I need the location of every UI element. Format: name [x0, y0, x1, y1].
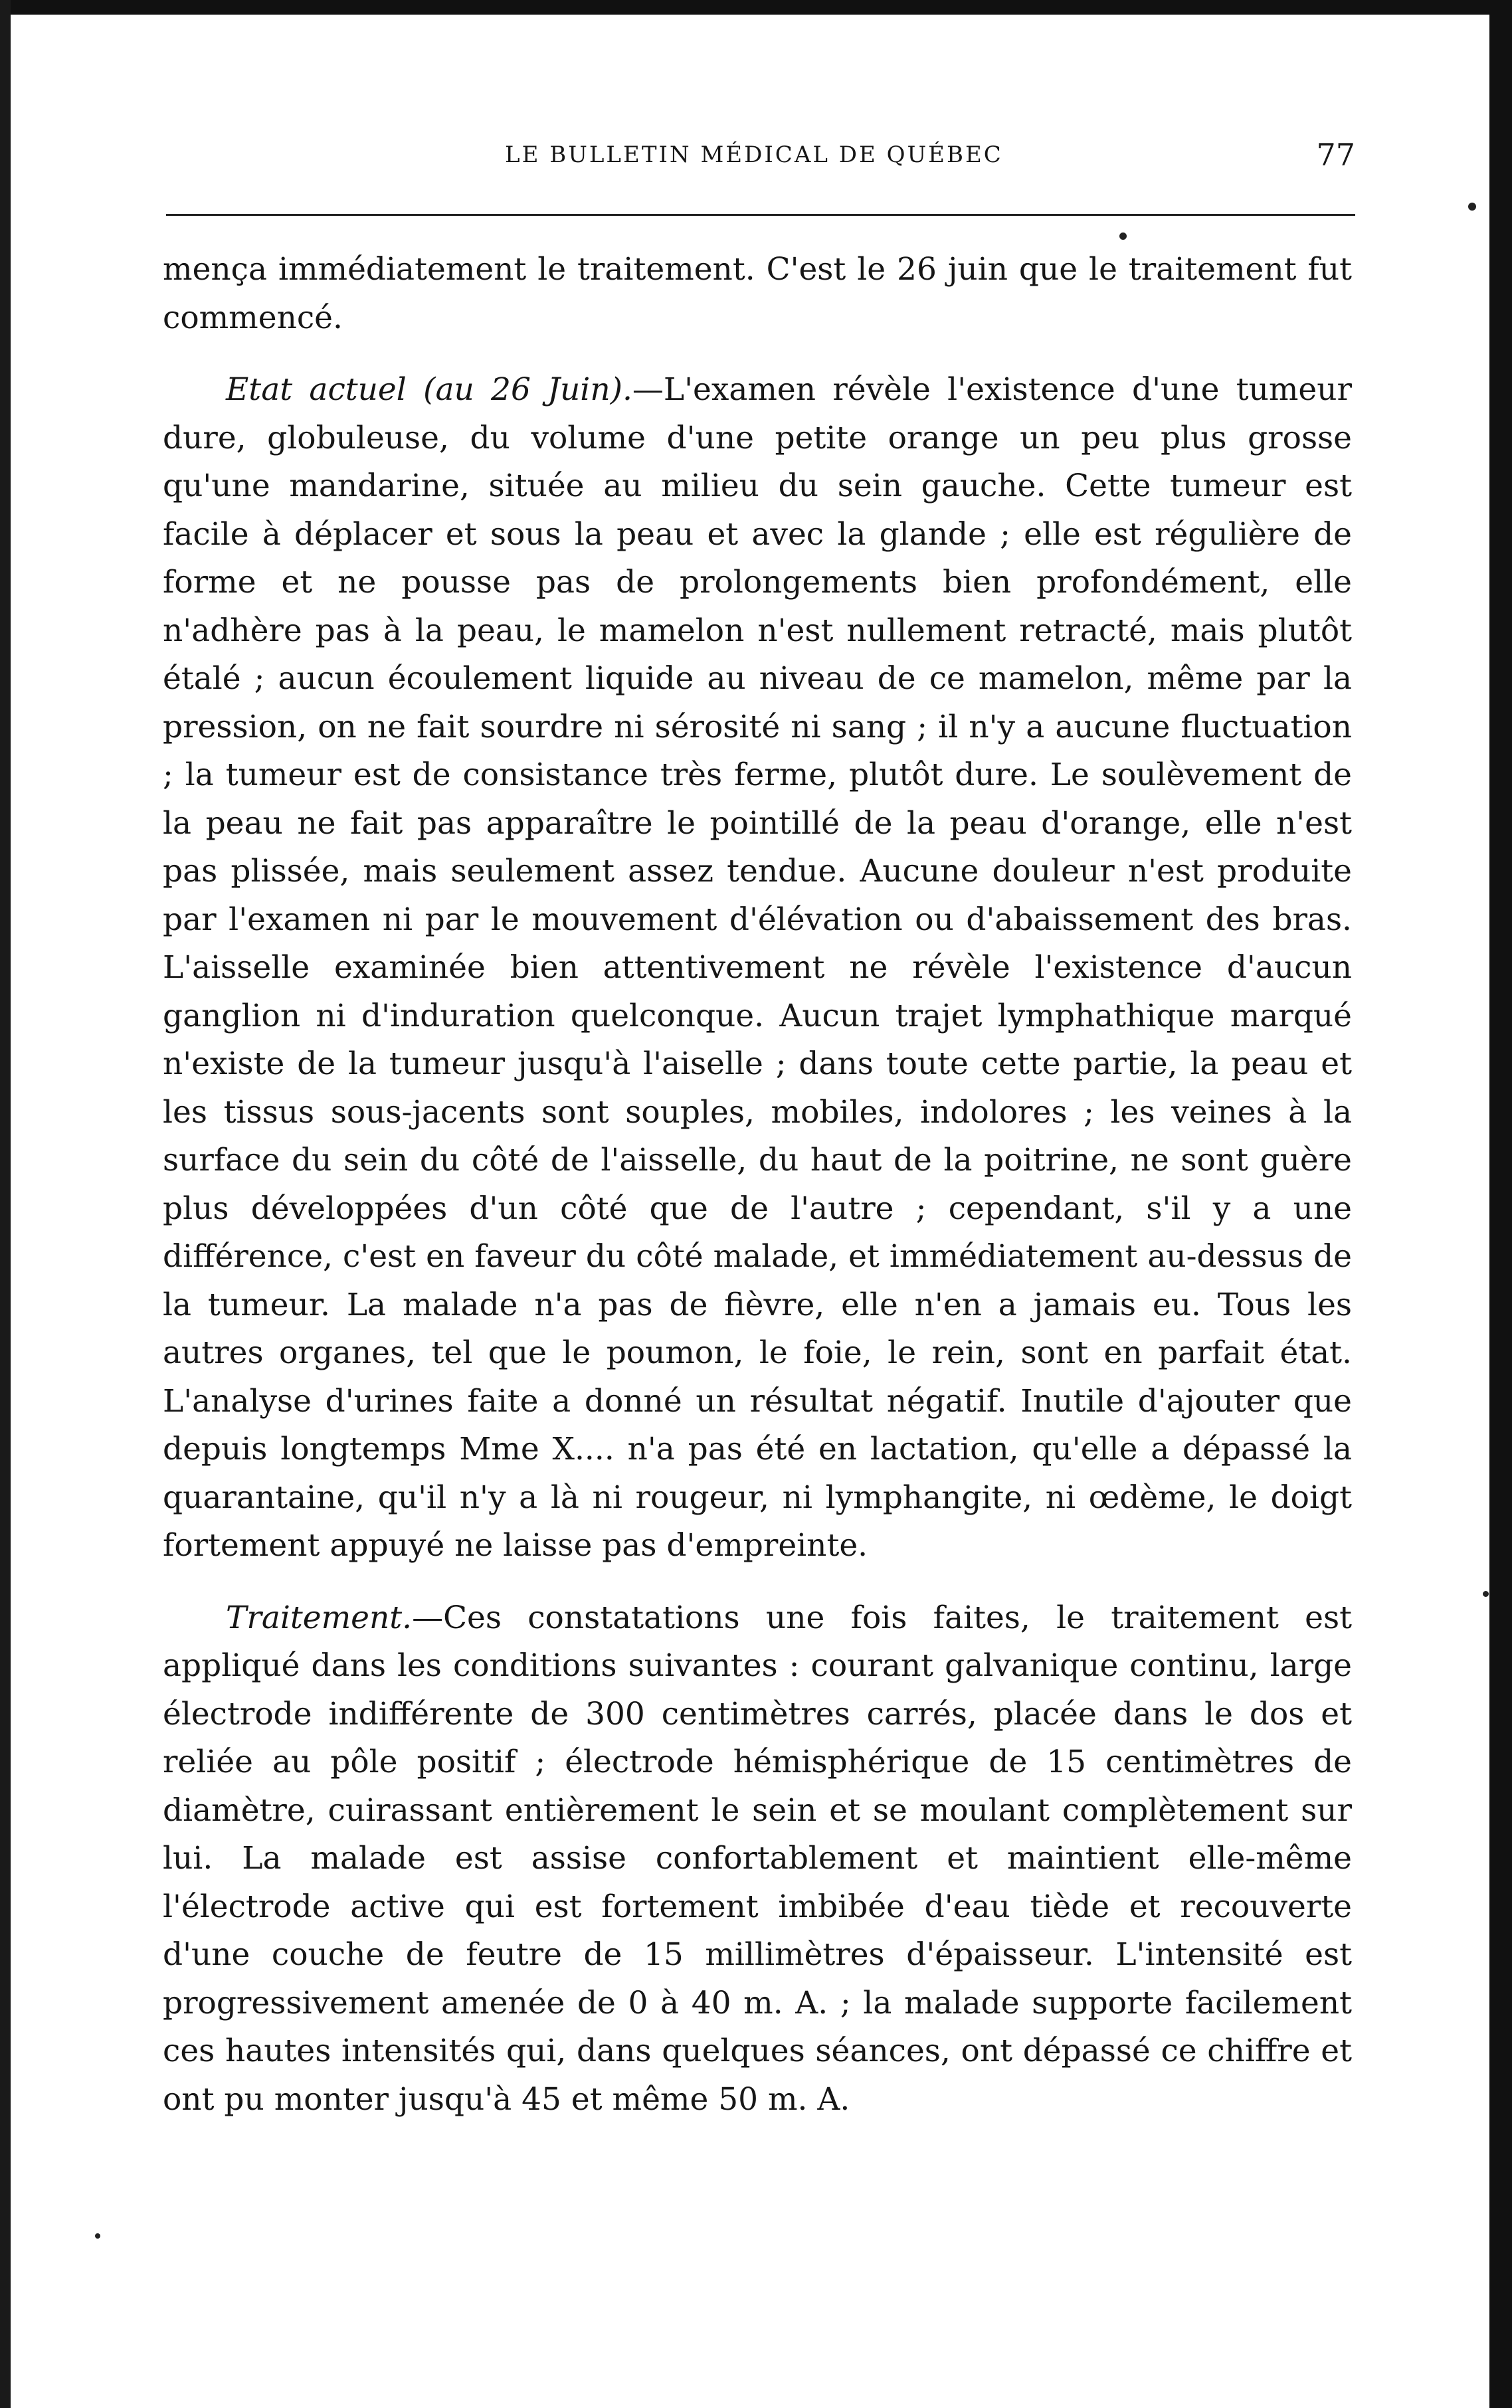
- header-rule: [166, 214, 1355, 216]
- scan-speck: [95, 2233, 100, 2239]
- scan-border-right: [1489, 0, 1512, 2408]
- running-title: LE BULLETIN MÉDICAL DE QUÉBEC: [505, 141, 1003, 168]
- paragraph-continuation: [163, 246, 1352, 342]
- scan-speck: [1483, 1591, 1489, 1597]
- paragraph-traitement: [163, 1594, 1352, 2124]
- paragraph-lead: Etat actuel (au 26 Juin).: [226, 371, 632, 408]
- body-text: [163, 246, 1352, 2148]
- paragraph-etat-actuel: [163, 366, 1352, 1570]
- paragraph-text: —L'examen révèle l'existence d'une tumeur dure, globuleuse, du volume d'une petite orange un peu plus grosse qu'une mandarine, située au milieu du sein gauche. Cette tumeur est facile à déplacer et sous la peau et avec la glande ; elle est régulière de forme et ne pousse pas de prolongements bien profondément, elle n'adhère pas à la peau, le mamelon n'est nullement retracté, mais plutôt étalé ; aucun écoulement liquide au niveau de ce mamelon, même par la pression, on ne fait sourdre ni sérosité ni sang ; il n'y a aucune fluctuation ; la tumeur est de consistance très ferme, plutôt dure. Le soulèvement de la peau ne fait pas apparaître le pointillé de la peau d'orange, elle n'est pas plissée, mais seulement assez tendue. Aucune douleur n'est produite par l'examen ni par le mouvement d'élévation ou d'abaissement des bras. L'aisselle examinée bien attentivement ne révèle l'existence d'aucun ganglion ni d'induration quelconque. Aucun trajet lymphathique marqué n'existe de la tumeur jusqu'à l'aiselle ; dans toute cette partie, la peau et les tissus sous-jacents sont souples, mobiles, indolores ; les veines à la surface du sein du côté de l'aisselle, du haut de la poitrine, ne sont guère plus développées d'un côté que de l'autre ; cependant, s'il y a une différence, c'est en faveur du côté malade, et immédiatement au-dessus de la tumeur. La malade n'a pas de fièvre, elle n'en a jamais eu. Tous les autres organes, tel que le poumon, le foie, le rein, sont en parfait état. L'analyse d'urines faite a donné un résultat négatif. Inutile d'ajouter que depuis longtemps Mme X.... n'a pas été en lactation, qu'elle a dépassé la quarantaine, qu'il n'y a là ni rougeur, ni lymphangite, ni œdème, le doigt fortement appuyé ne laisse pas d'empreinte.: [163, 371, 1352, 1564]
- running-header: [166, 132, 1355, 178]
- scan-border-left: [0, 0, 11, 2408]
- page-number: 77: [1316, 137, 1355, 173]
- scan-speck: [1468, 203, 1476, 211]
- scan-border-top: [0, 0, 1512, 15]
- paragraph-text: mença immédiatement le traitement. C'est le 26 juin que le traitement fut commencé.: [163, 251, 1352, 336]
- scan-speck: [1119, 232, 1127, 240]
- paragraph-lead: Traitement.: [226, 1599, 413, 1636]
- paragraph-text: —Ces constatations une fois faites, le traitement est appliqué dans les conditions suivantes : courant galvanique continu, large électrode indifférente de 300 centimètres carrés, placée dans le dos et reliée au pôle positif ; électrode hémisphérique de 15 centimètres de diamètre, cuirassant entièrement le sein et se moulant complètement sur lui. La malade est assise confortablement et maintient elle-même l'électrode active qui est fortement imbibée d'eau tiède et recouverte d'une couche de feutre de 15 millimètres d'épaisseur. L'intensité est progressivement amenée de 0 à 40 m. A. ; la malade supporte facilement ces hautes intensités qui, dans quelques séances, ont dépassé ce chiffre et ont pu monter jusqu'à 45 et même 50 m. A.: [163, 1599, 1352, 2118]
